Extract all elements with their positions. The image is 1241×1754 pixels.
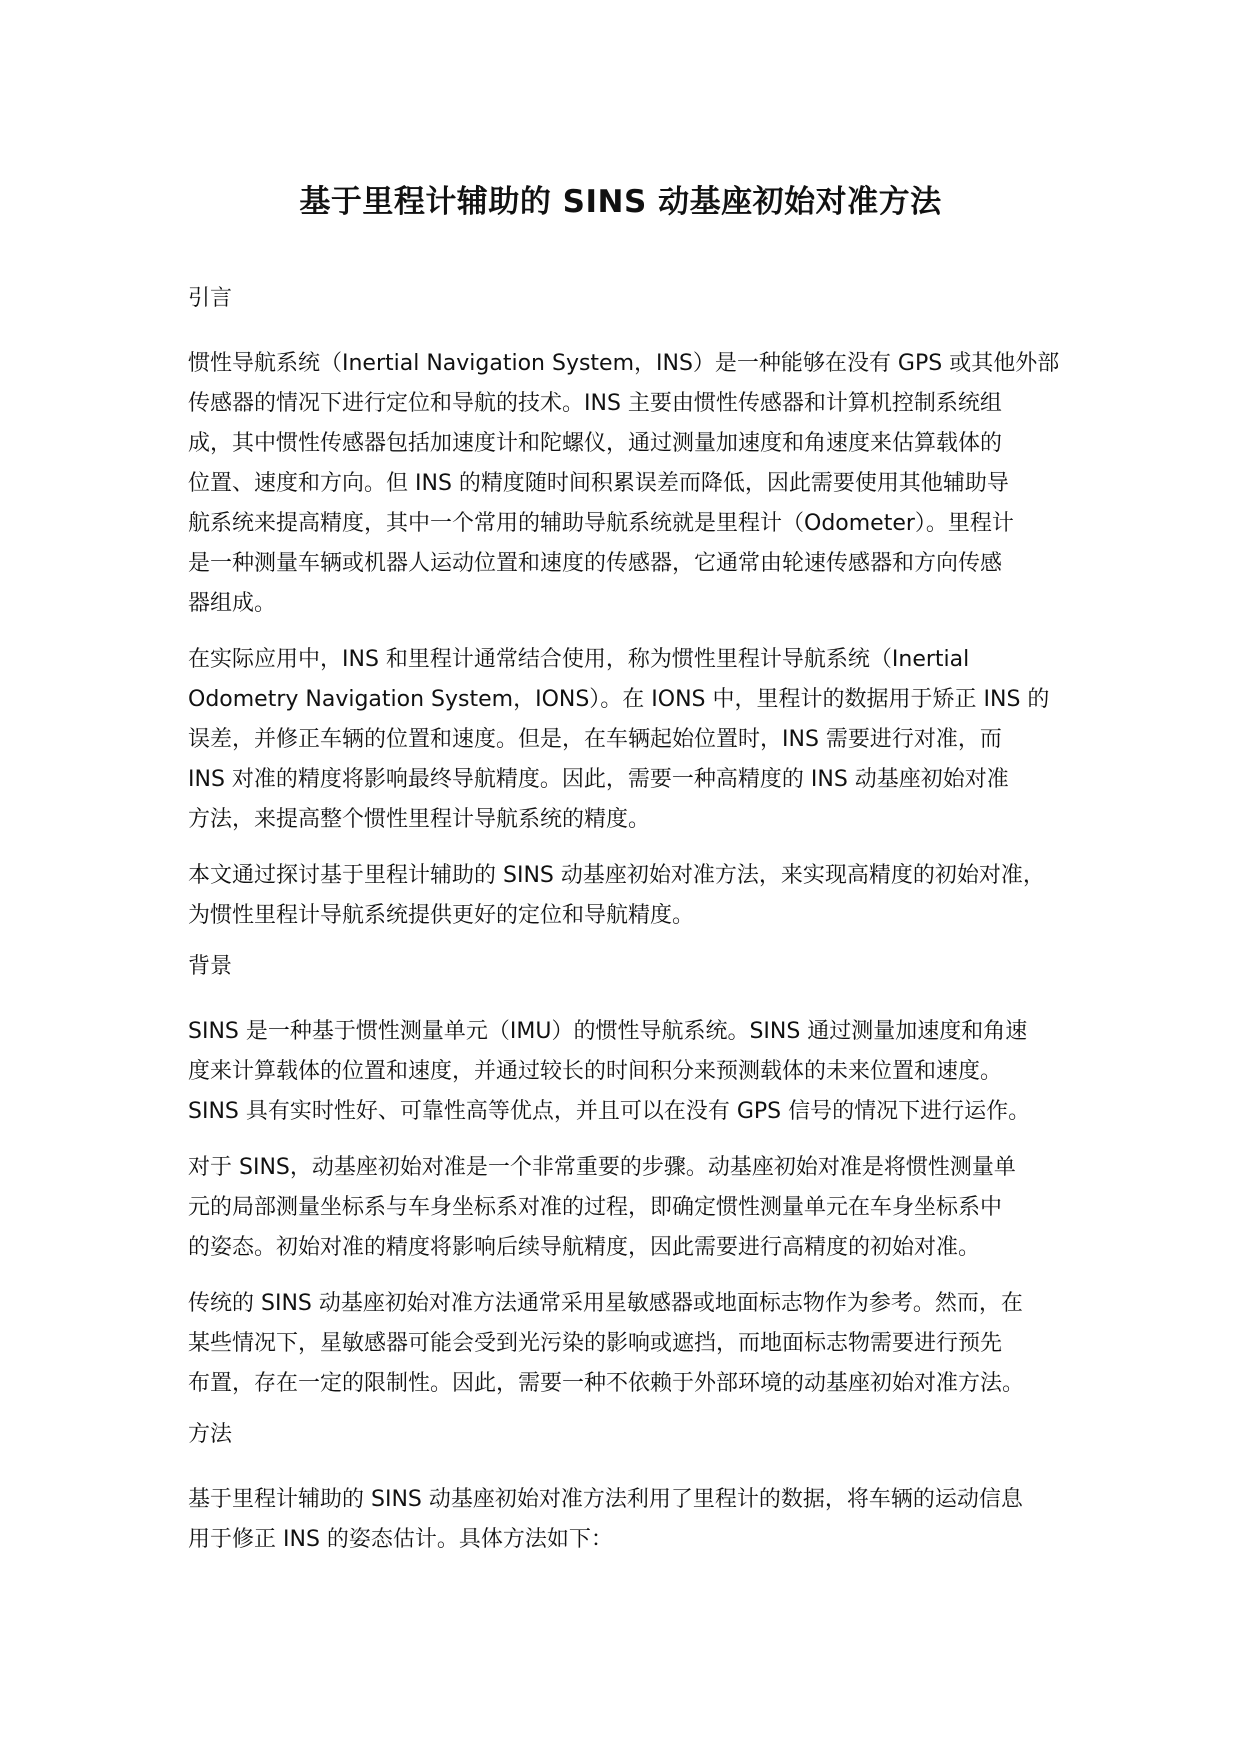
paragraph-line: 传统的 SINS 动基座初始对准方法通常采用星敏感器或地面标志物作为参考。然而，在 [188,1291,1023,1316]
paragraph-line: 成，其中惯性传感器包括加速度计和陀螺仪，通过测量加速度和角速度来估算载体的 [188,431,1003,456]
paragraph-line: 某些情况下，星敏感器可能会受到光污染的影响或遮挡，而地面标志物需要进行预先 [188,1331,1003,1356]
paragraph-line: 基于里程计辅助的 SINS 动基座初始对准方法利用了里程计的数据，将车辆的运动信息 [188,1487,1023,1512]
paragraph-line: 航系统来提高精度，其中一个常用的辅助导航系统就是里程计（Odometer）。里程计 [188,511,1014,536]
paragraph-line: 度来计算载体的位置和速度，并通过较长的时间积分来预测载体的未来位置和速度。 [188,1059,1003,1084]
document-title: 基于里程计辅助的 SINS 动基座初始对准方法 [299,184,942,220]
paragraph-line: 为惯性里程计导航系统提供更好的定位和导航精度。 [188,903,695,928]
paragraph-line: INS 对准的精度将影响最终导航精度。因此，需要一种高精度的 INS 动基座初始对准 [188,767,1009,792]
section-heading: 引言 [188,286,233,311]
paragraph [188,1148,1078,1268]
paragraph-line: 本文通过探讨基于里程计辅助的 SINS 动基座初始对准方法，来实现高精度的初始对准， [188,863,1045,888]
paragraph-line: 是一种测量车辆或机器人运动位置和速度的传感器，它通常由轮速传感器和方向传感 [188,551,1003,576]
paragraph-line: SINS 是一种基于惯性测量单元（IMU）的惯性导航系统。SINS 通过测量加速度和角速 [188,1019,1028,1044]
paragraph-line: 的姿态。初始对准的精度将影响后续导航精度，因此需要进行高精度的初始对准。 [188,1235,981,1260]
paragraph [188,1480,1078,1560]
paragraph-line: 方法，来提高整个惯性里程计导航系统的精度。 [188,807,651,832]
paragraph [188,1012,1078,1132]
paragraph-line: 在实际应用中，INS 和里程计通常结合使用，称为惯性里程计导航系统（Inertial [188,647,970,672]
paragraph [188,856,1078,936]
paragraph-line: 惯性导航系统（Inertial Navigation System，INS）是一种能够在没有 GPS 或其他外部 [188,351,1060,376]
paragraph [188,1284,1078,1404]
paragraph-line: 用于修正 INS 的姿态估计。具体方法如下： [188,1527,613,1552]
section-heading: 背景 [188,954,233,979]
paragraph-line: SINS 具有实时性好、可靠性高等优点，并且可以在没有 GPS 信号的情况下进行运作。 [188,1099,1031,1124]
paragraph [188,640,1078,840]
paragraph-line: 对于 SINS，动基座初始对准是一个非常重要的步骤。动基座初始对准是将惯性测量单 [188,1155,1016,1180]
paragraph-line: 位置、速度和方向。但 INS 的精度随时间积累误差而降低，因此需要使用其他辅助导 [188,471,1009,496]
paragraph-line: 器组成。 [188,591,277,616]
document-body [188,284,1078,1576]
paragraph-line: Odometry Navigation System，IONS）。在 IONS 中，里程计的数据用于矫正 INS 的 [188,687,1050,712]
paragraph [188,344,1078,624]
paragraph-line: 布置，存在一定的限制性。因此，需要一种不依赖于外部环境的动基座初始对准方法。 [188,1371,1025,1396]
section-heading: 方法 [188,1422,233,1447]
paragraph-line: 元的局部测量坐标系与车身坐标系对准的过程，即确定惯性测量单元在车身坐标系中 [188,1195,1003,1220]
paragraph-line: 传感器的情况下进行定位和导航的技术。INS 主要由惯性传感器和计算机控制系统组 [188,391,1002,416]
paragraph-line: 误差，并修正车辆的位置和速度。但是，在车辆起始位置时，INS 需要进行对准，而 [188,727,1002,752]
